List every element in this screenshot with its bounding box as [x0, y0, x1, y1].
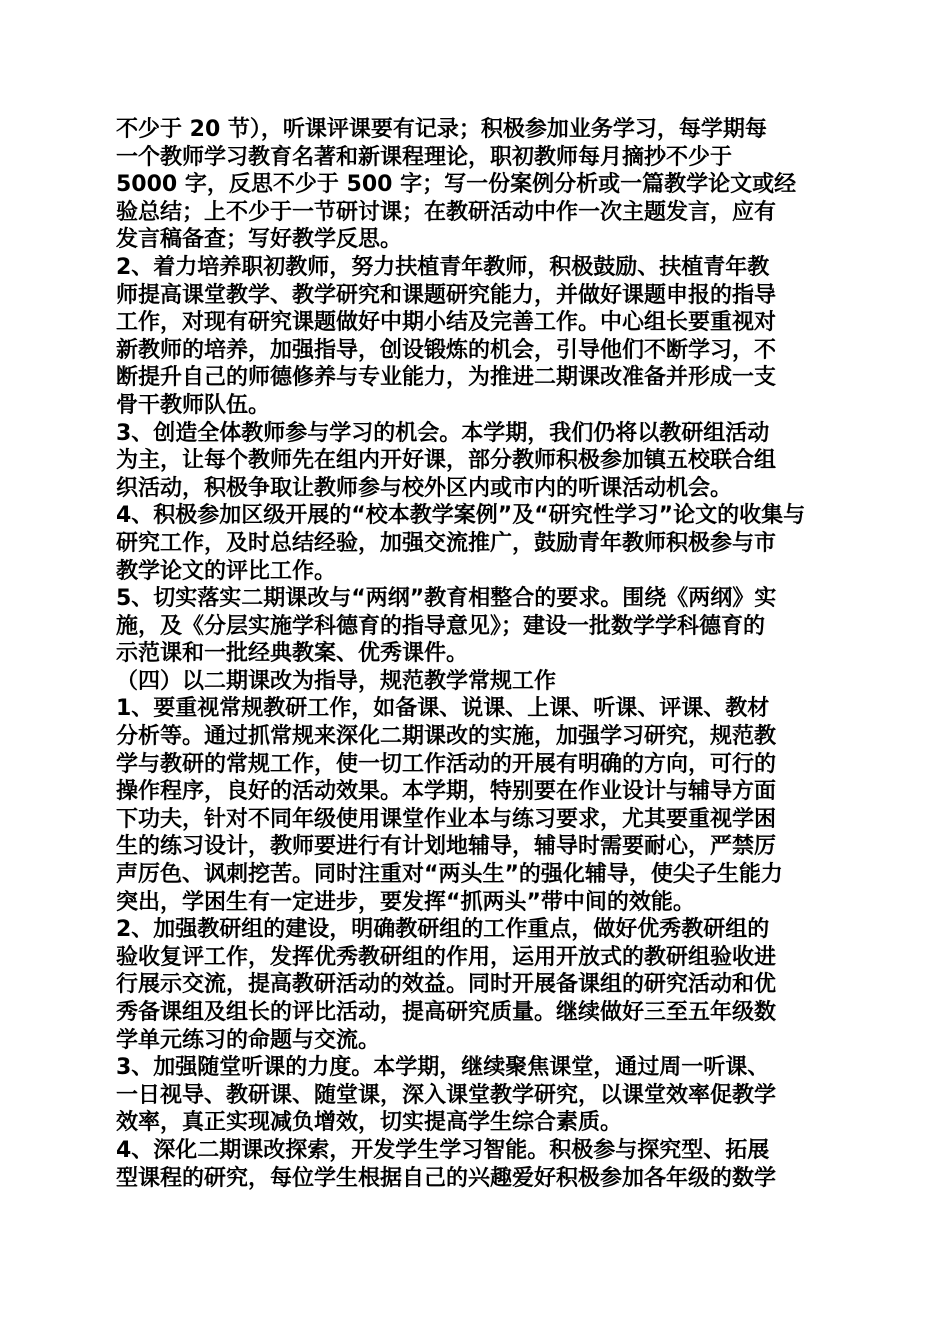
- text-line: 操作程序，良好的活动效果。本学期，特别要在作业设计与辅导方面: [116, 779, 777, 805]
- text-line: 骨干教师队伍。: [116, 392, 271, 418]
- text-line: 下功夫，针对不同年级使用课堂作业本与练习要求，尤其要重视学困: [116, 806, 777, 832]
- text-line: 突出，学困生有一定进步，要发挥“抓两头”带中间的效能。: [116, 889, 695, 915]
- text-line: 织活动，积极争取让教师参与校外区内或市内的听课活动机会。: [116, 475, 733, 501]
- document-page: [116, 116, 836, 1192]
- text-line: 分析等。通过抓常规来深化二期课改的实施，加强学习研究，规范教: [116, 724, 777, 750]
- text-line: 1、要重视常规教研工作，如备课、说课、上课、听课、评课、教材: [116, 696, 770, 722]
- text-line: 5000 字，反思不少于 500 字；写一份案例分析或一篇教学论文或经: [116, 172, 797, 198]
- text-line: 一个教师学习教育名著和新课程理论，职初教师每月摘抄不少于: [116, 144, 733, 170]
- text-line: 为主，让每个教师先在组内开好课，部分教师积极参加镇五校联合组: [116, 448, 777, 474]
- text-line: 教学论文的评比工作。: [116, 558, 337, 584]
- text-line: 工作，对现有研究课题做好中期小结及完善工作。中心组长要重视对: [116, 310, 777, 336]
- text-line: 学单元练习的命题与交流。: [116, 1027, 381, 1053]
- text-line: 施，及《分层实施学科德育的指导意见》；建设一批数学学科德育的: [116, 613, 766, 639]
- text-line: 3、创造全体教师参与学习的机会。本学期，我们仍将以教研组活动: [116, 420, 770, 446]
- text-line: 3、加强随堂听课的力度。本学期，继续聚焦课堂，通过周一听课、: [116, 1055, 770, 1081]
- text-line: 行展示交流，提高教研活动的效益。同时开展备课组的研究活动和优: [116, 972, 777, 998]
- text-line: 型课程的研究，每位学生根据自己的兴趣爱好积极参加各年级的数学: [116, 1165, 777, 1191]
- text-line: 验收复评工作，发挥优秀教研组的作用，运用开放式的教研组验收进: [116, 944, 777, 970]
- text-line: 师提高课堂教学、教学研究和课题研究能力，并做好课题申报的指导: [116, 282, 777, 308]
- text-line: 发言稿备查；写好教学反思。: [116, 227, 403, 253]
- text-line: 生的练习设计，教师要进行有计划地辅导，辅导时需要耐心，严禁厉: [116, 834, 777, 860]
- text-line: 4、深化二期课改探索，开发学生学习智能。积极参与探究型、拓展: [116, 1137, 770, 1163]
- section-heading: （四）以二期课改为指导，规范教学常规工作: [116, 668, 557, 694]
- text-line: 效率，真正实现减负增效，切实提高学生综合素质。: [116, 1110, 623, 1136]
- text-line: 2、加强教研组的建设，明确教研组的工作重点，做好优秀教研组的: [116, 917, 770, 943]
- text-line: 示范课和一批经典教案、优秀课件。: [116, 641, 469, 667]
- text-line: 验总结；上不少于一节研讨课；在教研活动中作一次主题发言，应有: [116, 199, 777, 225]
- text-line: 声厉色、讽刺挖苦。同时注重对“两头生”的强化辅导，使尖子生能力: [116, 862, 783, 888]
- text-line: 2、着力培养职初教师，努力扶植青年教师，积极鼓励、扶植青年教: [116, 254, 770, 280]
- text-line: 一日视导、教研课、随堂课，深入课堂教学研究，以课堂效率促教学: [116, 1082, 777, 1108]
- text-line: 学与教研的常规工作，使一切工作活动的开展有明确的方向，可行的: [116, 751, 777, 777]
- text-line: 5、切实落实二期课改与“两纲”教育相整合的要求。围绕《两纲》实: [116, 586, 777, 612]
- text-line: 新教师的培养，加强指导，创设锻炼的机会，引导他们不断学习，不: [116, 337, 777, 363]
- text-line: 断提升自己的师德修养与专业能力，为推进二期课改准备并形成一支: [116, 365, 777, 391]
- text-line: 秀备课组及组长的评比活动，提高研究质量。继续做好三至五年级数: [116, 1000, 777, 1025]
- text-line: 研究工作，及时总结经验，加强交流推广，鼓励青年教师积极参与市: [116, 530, 777, 556]
- text-line: 4、积极参加区级开展的“校本教学案例”及“研究性学习”论文的收集与: [116, 503, 806, 529]
- text-line: 不少于 20 节），听课评课要有记录；积极参加业务学习，每学期每: [116, 117, 767, 142]
